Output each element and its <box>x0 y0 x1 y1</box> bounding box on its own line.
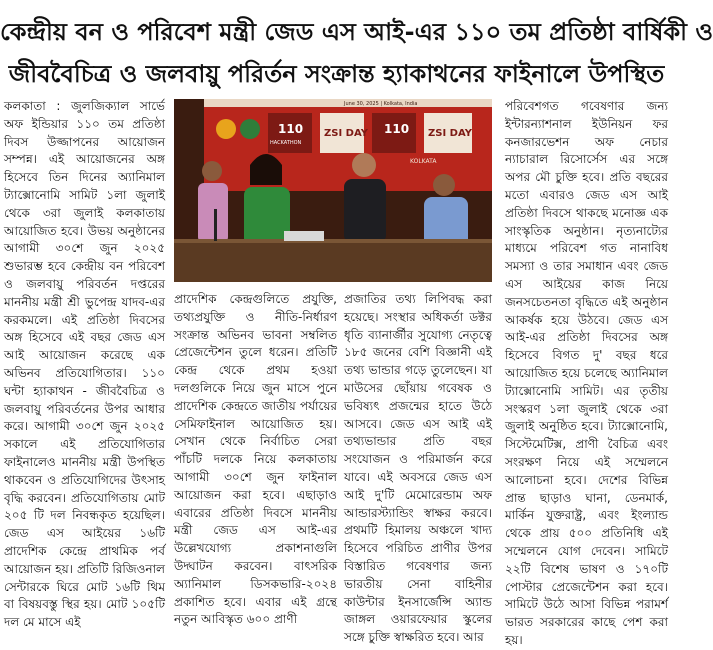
article-text-col-3: প্রজাতির তথ্য লিপিবদ্ধ করা হয়েছে। সংস্থার অধিকর্তা ডক্টর ধৃতি ব্যানার্জীর সুযোগ্য নেতৃত্বে ১৮৫ জনের বেশি বিজ্ঞানী এই তথ্য ভান্ডার গড়ে তুলেছেন। যা মাউসের ছোঁয়ায় গবেষক ও ভবিষ্যৎ প্রজন্মের হাতে উঠে আসবে। জেড এস আই এই তথ্যভান্ডার প্রতি বছর সংযোজন ও পরিমার্জন করে যাবে। এই অবসরে জেড এস আই দু'টি মেমোরেন্ডাম অফ আন্ডারস্ট্যান্ডিং স্বাক্ষর করবে। প্রথমটি হিমালয় অঞ্চলে খাদ্য হিসেবে পরিচিত প্রাণীর উপর বিস্তারিত গবেষণার জন্য ভারতীয় সেনা বাহিনীর কাউন্টার ইনসার্জেন্সি অ্যান্ড জাঙ্গল ওয়ারফেয়ার স্কুলের সঙ্গে চুক্তি স্বাক্ষরিত হবে। আর <box>344 292 492 645</box>
article-text-col-2: প্রাদেশিক কেন্দ্রগুলিতে প্রযুক্তি, তথ্যপ্রযুক্তি ও নীতি-নির্ধারণ সংক্রান্ত অভিনব ভাবনা সম্বলিত প্রেজেন্টেশন তুলে ধরেন। প্রতিটি কেন্দ্র থেকে প্রথম হওয়া দলগুলিকে নিয়ে জুন মাসে পুনে প্রাদেশিক কেন্দ্রতে জাতীয় পর্যায়ের সেমিফাইনাল আয়োজিত হয়। সেখান থেকে নির্বাচিত সেরা পাঁচটি দলকে নিয়ে কলকাতায় আগামী ৩০শে জুন ফাইনাল আয়োজন করা হবে। এছাড়াও এবারের প্রতিষ্ঠা দিবসে মাননীয় মন্ত্রী জেড এস আই-এর উল্লেখযোগ্য প্রকাশনাগুলি উদ্ঘাটন করবেন। বাৎসরিক অ্যানিমাল ডিসকভারি-২০২৪ প্রকাশিত হবে। এবার এই গ্রন্থে নতুন আবিস্কৃত ৬০০ প্রাণী <box>174 292 337 627</box>
headline-line-2: জীববৈচিত্র ও জলবায়ু পরির্তন সংক্রান্ত হ্যাকাথনের ফাইনালে উপস্থিত <box>8 60 665 88</box>
article-column-4 <box>505 98 668 647</box>
microphone <box>214 209 217 241</box>
svg-text:110: 110 <box>384 122 410 136</box>
photo-date-text: June 30, 2025 | Kolkata, India <box>344 101 418 107</box>
article-column-1 <box>4 98 165 634</box>
banner-hackathon: HACKATHON <box>270 140 302 146</box>
banner-kolkata: KOLKATA <box>410 158 437 165</box>
article-column-2 <box>174 291 337 634</box>
table <box>174 239 492 282</box>
news-photo <box>174 99 492 282</box>
article-text-col-1: কলকাতা : জুলজিক্যাল সার্ভে অফ ইন্ডিয়ার ১১০ তম প্রতিষ্ঠা দিবস উজ্জাপনের আয়োজন সম্পন্ন। এই আয়োজনের অঙ্গ হিসেবে তিন দিনের অ্যানিমাল ট্যাক্সোনোমি সামিট ১লা জুলাই থেকে ৩রা জুলাই কলকাতায় আয়োজিত হবে। উভয় অনুষ্ঠানের আগামী ৩০শে জুন ২০২৫ শুভারম্ভ হবে কেন্দ্রীয় বন পরিবেশ ও জলবায়ু পরিবর্তন দপ্তরের মাননীয় মন্ত্রী শ্রী ভুপেন্দ্র যাদব-এর করকমলে। এই প্রতিষ্ঠা দিবসের অঙ্গ হিসেবে এই বছর জেড এস আই আয়োজন করেছে এক অভিনব প্রতিযোগিতার। ১১০ ঘন্টা হ্যাকাথন - জীববৈচিত্র ও জলবায়ু পরিবর্তনের উপর আধার করে। আগামী ৩০শে জুন ২০২৫ সকালে এই প্রতিযোগিতার ফাইনালেও মাননীয় মন্ত্রী উপস্থিত থাকবেন ও প্রতিযোগিদের উৎসাহ বৃদ্ধি করবেন। প্রতিযোগিতায় মোট ২০৫ টি দল নিবন্ধকৃত হয়েছিল। জেড এস আইয়ের ১৬টি প্রাদেশিক কেন্দ্রে প্রাথমিক পর্ব আয়োজন হয়। প্রতিটি রিজিওনাল সেন্টারকে ঘিরে মোট ১৬টি থিম বা বিষয়বস্তু স্থির হয়। মোট ১০৫টি দল মে মাসে এই <box>4 99 165 630</box>
papers <box>284 231 324 241</box>
article-text-col-4: পরিবেশগত গবেষণার জন্য ইন্টারন্যাশনাল ইউনিয়ন ফর কনজারভেশন অফ নেচার ন্যাচারাল রিসোর্সেস এর সঙ্গে অপর মৌ চুক্তি হবে। প্রতি বছরের মতো এবারও জেড এস আই প্রতিষ্ঠা দিবসে থাকছে মনোজ্ঞ এক সাংস্কৃতিক অনুষ্ঠান। নৃত্যনাট্যের মাধ্যমে পরিবেশ গত নানাবিধ সমস্যা ও তার সমাধান এবং জেড এস আইয়ের কাজ নিয়ে জনসচেতনতা বৃদ্ধিতে এই অনুষ্ঠান আকর্ষক হয়ে উঠবে। জেড এস আই-এর প্রতিষ্ঠা দিবসের অঙ্গ হিসেবে বিগত দু' বছর ধরে আয়োজিত হয়ে চলেছে অ্যানিমাল ট্যাক্সোনোমি সামিট। এর তৃতীয় সংস্করণ ১লা জুলাই থেকে ৩রা জুলাই অনুষ্ঠিত হবে। ট্যাক্সোনোমি, সিস্টেমেটিক্স, প্রাণী বৈচিত্র এবং সংরক্ষণ নিয়ে এই সম্মেলনে আলোচনা হবে। দেশের বিভিন্ন প্রান্ত ছাড়াও ঘানা, ডেনমার্ক, মার্কিন যুক্তরাষ্ট্র, এবং ইংল্যান্ড থেকে প্রায় ৫০০ প্রতিনিধি এই সম্মেলনে যোগ দেবেন। সামিটে ২২টি বিশেষ ভাষণ ও ১৭০টি পোস্টার প্রেজেন্টেশন করা হবে। সামিটে উঠে আসা বিভিন্ন পরামর্শ ভারত সরকারের কাছে পেশ করা হয়। <box>505 99 668 647</box>
headline-line-1: কেন্দ্রীয় বন ও পরিবেশ মন্ত্রী জেড এস আই-এর ১১০ তম প্রতিষ্ঠা বার্ষিকী ও <box>0 18 713 46</box>
article-column-3 <box>344 291 492 645</box>
banner-110: 110 <box>278 122 304 136</box>
svg-text:ZSI DAY: ZSI DAY <box>428 128 472 139</box>
banner-zsi-day: ZSI DAY <box>324 128 368 139</box>
